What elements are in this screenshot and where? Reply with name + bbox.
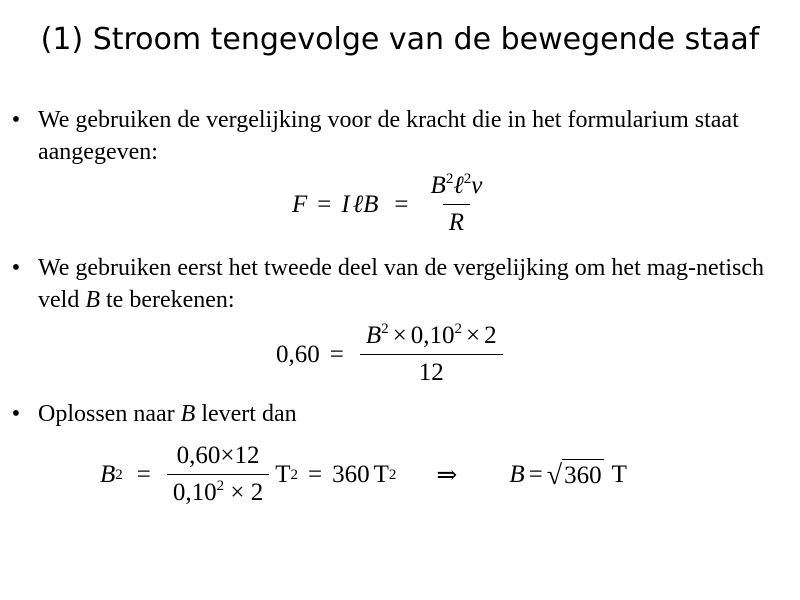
square-root: √ 360 xyxy=(546,460,602,491)
bullet-2 xyxy=(8,252,778,316)
eq3-equals-3: = xyxy=(528,460,543,488)
eq2-lhs: 0,60 xyxy=(276,340,320,368)
eq1-F: F xyxy=(292,190,308,218)
sqrt-icon: √ xyxy=(546,460,563,491)
eq3-B-result: B xyxy=(509,460,525,488)
eq1-B: B xyxy=(363,190,379,218)
bullet-3-text: Oplossen naar B levert dan xyxy=(38,401,297,427)
eq1-numerator: $B^2\ell^2v$ xyxy=(430,171,483,199)
eq3-numerator: 0,60×12 xyxy=(176,442,260,469)
bullet-dot: • xyxy=(11,401,21,427)
bullet-dot: • xyxy=(11,107,21,133)
eq3-value: 360 xyxy=(332,460,370,488)
eq3-equals-2: = xyxy=(308,460,323,488)
equation-solution: B 2 = $\frac{0,60\times 12}{0,10^2 \times 2}$ T 2 = 360 T 2 ⇒ B = √ 360 T xyxy=(100,442,627,506)
eq2-denominator: 12 xyxy=(360,354,503,387)
equation-force xyxy=(292,172,494,237)
slide-title: (1) Stroom tengevolge van de bewegende staaf xyxy=(40,22,760,57)
bullet-1-text: We gebruiken de vergelijking voor de kracht die in het formularium staat aangegeven: xyxy=(38,107,739,165)
eq3-denominator: 0,10$^2$ × 2 xyxy=(167,474,269,507)
equation-field xyxy=(276,322,509,387)
eq2-equals: = xyxy=(329,340,344,368)
eq2-numerator: $B^2 \times 0,10^2 \times 2$ xyxy=(365,321,497,349)
eq1-equals-2: = xyxy=(394,190,409,218)
bullet-3 xyxy=(8,398,778,430)
eq1-l: ℓ xyxy=(352,190,364,218)
bullet-1 xyxy=(8,104,778,168)
eq3-equals: = xyxy=(136,460,151,488)
eq1-fraction xyxy=(425,172,489,237)
implies-arrow: ⇒ xyxy=(436,461,458,489)
eq3-B: B xyxy=(100,460,116,488)
bullet-dot: • xyxy=(11,255,21,281)
eq1-denominator: R xyxy=(443,204,470,237)
eq2-fraction xyxy=(360,322,503,387)
eq1-equals: = xyxy=(317,190,332,218)
eq1-I: I xyxy=(341,190,350,218)
eq3-unit-2: T xyxy=(373,460,389,488)
bullet-2-text: We gebruiken eerst het tweede deel van de vergelijking om het mag-netisch veld B te berekenen: xyxy=(38,255,765,313)
eq3-unit-3: T xyxy=(611,460,627,488)
eq3-unit: T xyxy=(275,460,291,488)
eq3-fraction xyxy=(167,442,269,507)
